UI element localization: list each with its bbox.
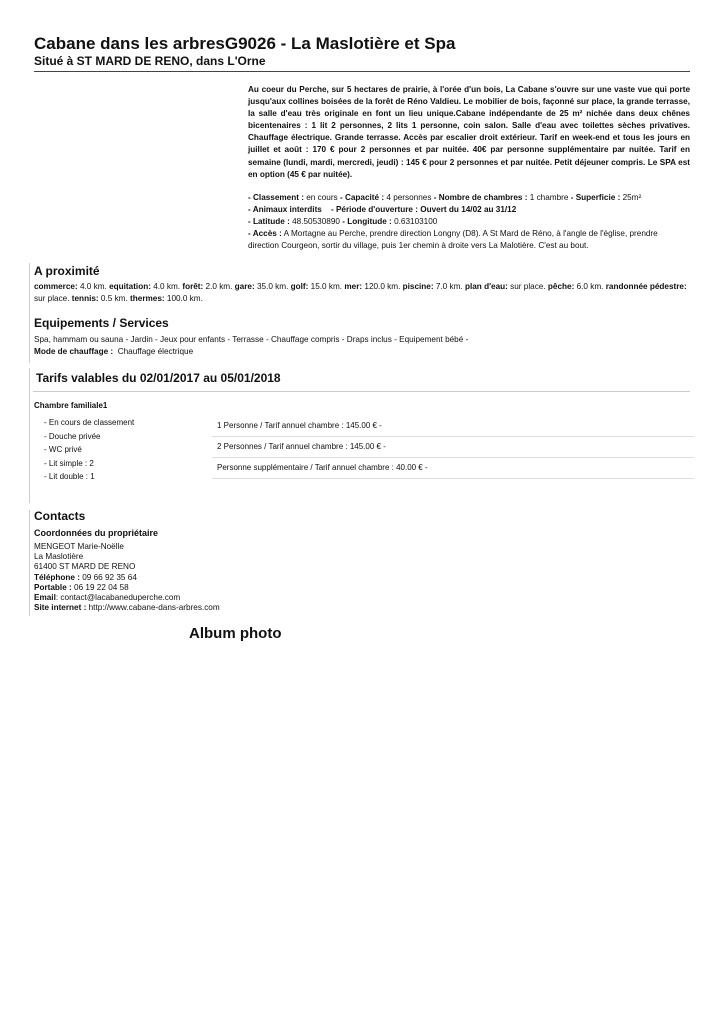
list-item: - WC privé xyxy=(44,443,134,457)
list-item: - Lit double : 1 xyxy=(44,470,134,484)
capacite-value: 4 personnes xyxy=(386,193,432,202)
proximite-key: mer: xyxy=(344,282,365,291)
list-item: - Douche privée xyxy=(44,430,134,444)
proximite-value: 7.0 km. xyxy=(435,282,465,291)
mobile-label: Portable : xyxy=(34,582,72,592)
proximite-title: A proximité xyxy=(34,264,100,278)
room-features xyxy=(44,416,134,484)
proximite-value: sur place. xyxy=(510,282,548,291)
contacts-title: Contacts xyxy=(34,509,86,523)
section-rule xyxy=(29,263,30,363)
proximite-value: 6.0 km. xyxy=(576,282,606,291)
periode-info: - Période d'ouverture : Ouvert du 14/02 au 31/12 xyxy=(330,205,517,214)
page-subtitle: Situé à ST MARD DE RENO, dans L'Orne xyxy=(34,54,266,68)
proximite-key: commerce: xyxy=(34,282,80,291)
longitude-label: - Longitude : xyxy=(342,217,392,226)
owner-website xyxy=(34,603,220,613)
description: Au coeur du Perche, sur 5 hectares de prairie, à l'orée d'un bois, La Cabane s'ouvre sur une vaste vue qui porte jusqu'aux collines boisées de la forêt de Réno Valdieu. Le mobilier de bois, façonné sur place, la grande terrasse, la salle d'eau très originale en font un lieu unique.Cabane indépendante de 25 m² nichée dans deux chênes bicentenaires : 1 lit 2 personnes, 2 lits 1 personne, coin salon. Salle d'eau avec toilettes sèches privatives. Chauffage électrique. Grande terrasse. Accès par escalier droit extérieur. Tarif en week-end et tous les jours en juillet et août : 170 € pour 2 personnes et par nuitée. 40€ par personne supplémentaire par nuitée. Tarif en semaine (lundi, mardi, mercredi, jeudi) : 145 € pour 2 personnes et par nuitée. Petit déjeuner compris. Le SPA est en option (45 € par nuitée). xyxy=(248,85,690,179)
tarifs-divider xyxy=(33,391,690,392)
page-title: Cabane dans les arbresG9026 - La Maslotière et Spa xyxy=(34,34,456,53)
owner-details xyxy=(34,542,220,613)
website-link[interactable]: http://www.cabane-dans-arbres.com xyxy=(88,603,220,613)
album-title: Album photo xyxy=(189,625,282,642)
owner-mobile xyxy=(34,583,220,593)
owner-phone xyxy=(34,573,220,583)
table-row: 1 Personne / Tarif annuel chambre : 145.00 € - xyxy=(212,416,694,437)
owner-name: MENGEOT Marie-Noëlle xyxy=(34,542,124,551)
section-rule xyxy=(29,368,30,503)
proximite-list xyxy=(34,281,690,304)
proximite-key: golf: xyxy=(290,282,311,291)
list-item: - En cours de classement xyxy=(44,416,134,430)
proximite-key: tennis: xyxy=(71,293,101,303)
capacite-label: - Capacité : xyxy=(339,193,385,202)
classement-value: en cours xyxy=(306,193,338,202)
owner-title: Coordonnées du propriétaire xyxy=(34,528,159,538)
mobile-value: 06 19 22 04 58 xyxy=(74,582,129,592)
website-label: Site internet : xyxy=(34,603,87,613)
owner-email: Email: contact@lacabaneduperche.com xyxy=(34,593,181,603)
owner-place: La Maslotière xyxy=(34,552,84,562)
proximite-key: piscine: xyxy=(402,282,436,291)
proximite-value: 120.0 km. xyxy=(364,282,403,291)
heating-value: Chauffage électrique xyxy=(117,347,194,356)
price-table xyxy=(212,416,694,479)
proximite-key: thermes: xyxy=(130,293,167,303)
latitude-label: - Latitude : xyxy=(248,217,290,226)
proximite-value: 0.5 km. xyxy=(100,293,131,303)
latitude-value: 48.50530890 xyxy=(292,217,340,226)
proximite-value: 4.0 km. xyxy=(79,282,110,291)
heating-label: Mode de chauffage : xyxy=(34,347,114,356)
phone-label: Téléphone : xyxy=(34,572,80,582)
equipements-list: Spa, hammam ou sauna - Jardin - Jeux pour enfants - Terrasse - Chauffage compris - Draps inclus - Equipement bébé - xyxy=(34,335,469,344)
table-row: Personne supplémentaire / Tarif annuel chambre : 40.00 € - xyxy=(212,458,694,479)
tarifs-title: Tarifs valables du 02/01/2017 au 05/01/2018 xyxy=(36,371,281,385)
proximite-key: gare: xyxy=(234,282,257,291)
superficie-label: - Superficie : xyxy=(570,193,621,202)
table-row: 2 Personnes / Tarif annuel chambre : 145.00 € - xyxy=(212,437,694,458)
proximite-key: pêche: xyxy=(547,282,577,291)
longitude-value: 0.63103100 xyxy=(394,217,438,226)
proximite-value: 100.0 km. xyxy=(166,293,203,303)
room-name: Chambre familiale1 xyxy=(34,401,108,410)
chambres-label: - Nombre de chambres : xyxy=(433,193,528,202)
equipements-title: Equipements / Services xyxy=(34,316,169,330)
list-item: - Lit simple : 2 xyxy=(44,457,134,471)
acces-label: - Accès : xyxy=(248,229,282,238)
header-divider xyxy=(34,71,690,72)
acces-value: A Mortagne au Perche, prendre direction Longny (D8). A St Mard de Réno, à l'angle de l'église, prendre direction Courgeon, sortir du village, puis 1er chemin à droite vers La Malotière. C'est au bout. xyxy=(248,229,658,250)
proximite-value: 35.0 km. xyxy=(256,282,291,291)
proximite-key: forêt: xyxy=(182,282,206,291)
email-label: Email xyxy=(34,593,56,603)
proximite-value: 15.0 km. xyxy=(310,282,345,291)
proximite-value: 2.0 km. xyxy=(205,282,235,291)
classement-label: - Classement : xyxy=(248,193,304,202)
animaux-info: - Animaux interdits xyxy=(248,205,322,214)
proximite-key: randonnée pédestre: xyxy=(605,282,687,291)
phone-value: 09 66 92 35 64 xyxy=(82,572,137,582)
superficie-value: 25m² xyxy=(622,193,642,202)
proximite-value: sur place. xyxy=(34,293,72,303)
heating-mode xyxy=(34,347,193,356)
owner-city: 61400 ST MARD DE RENO xyxy=(34,562,136,572)
proximite-value: 4.0 km. xyxy=(153,282,183,291)
proximite-key: plan d'eau: xyxy=(464,282,511,291)
section-rule xyxy=(29,510,30,616)
chambres-value: 1 chambre xyxy=(529,193,569,202)
email-link[interactable]: contact@lacabaneduperche.com xyxy=(60,593,181,603)
proximite-key: equitation: xyxy=(109,282,154,291)
facts-block xyxy=(248,192,690,252)
